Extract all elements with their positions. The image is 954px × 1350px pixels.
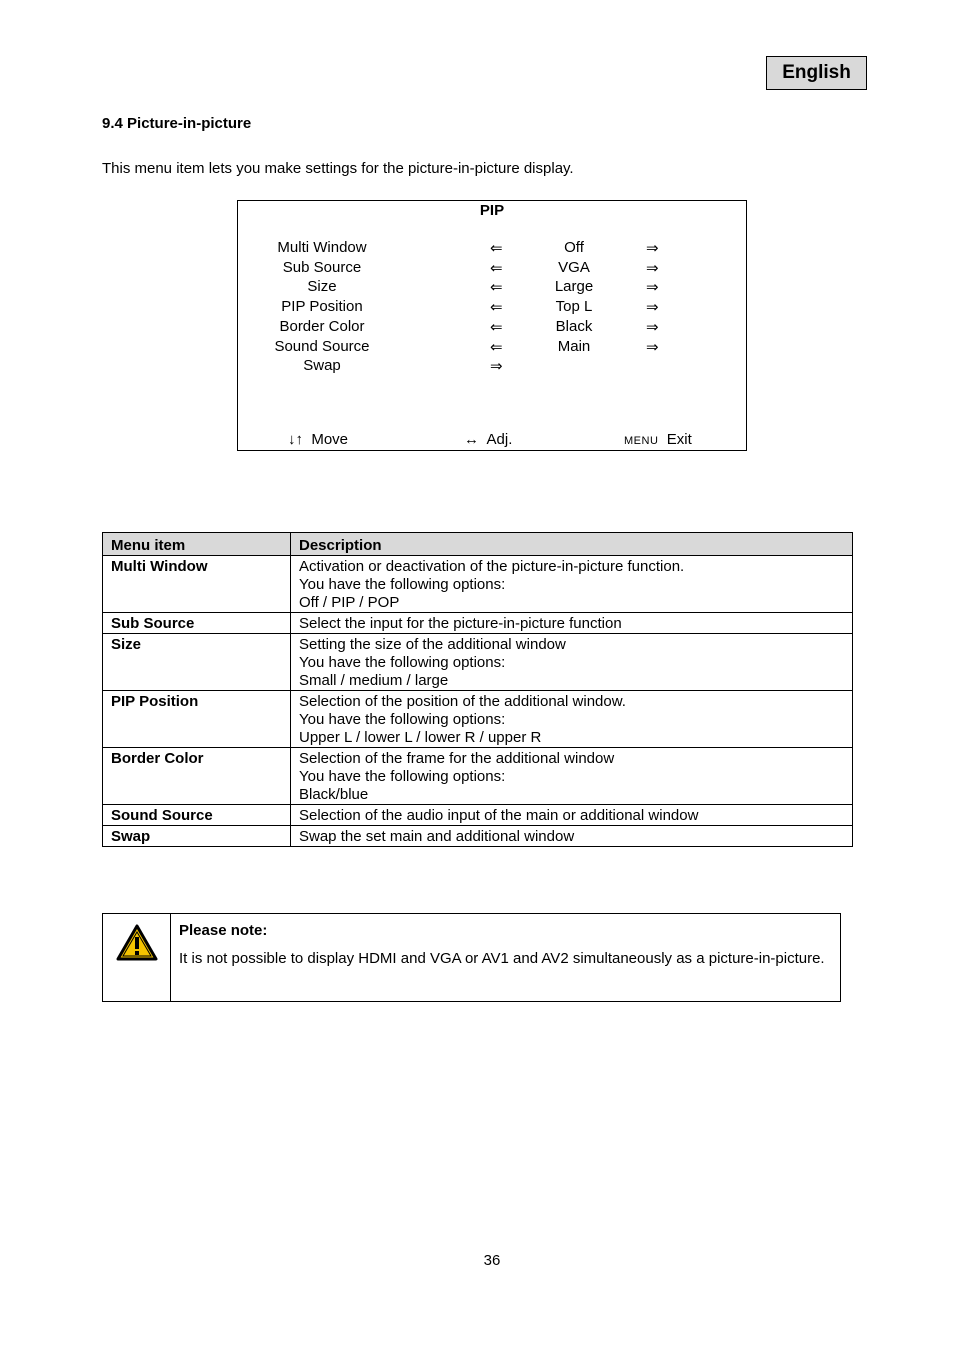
description-line: Upper L / lower L / lower R / upper R [299,729,542,746]
osd-row-label: PIP Position [281,298,363,316]
move-label: Move [311,431,349,448]
description-line: You have the following options: [299,576,506,593]
osd-row-label: Multi Window [277,239,367,256]
exit-hint [624,431,692,448]
table-row [103,748,853,805]
description-line: Selection of the frame for the additional window [299,750,615,767]
adjust-hint [464,431,512,448]
right-arrow-icon: ⇒ [646,299,659,317]
left-arrow-icon: ⇐ [490,318,503,336]
osd-row [238,357,746,377]
description-cell [291,613,853,634]
osd-row [238,259,746,279]
left-arrow-icon: ⇐ [490,338,503,356]
intro-text: This menu item lets you make settings for the picture-in-picture display. [102,160,574,177]
description-cell [291,691,853,748]
description-line: Small / medium / large [299,672,449,689]
note-body [171,914,840,1001]
osd-row-value: VGA [558,258,590,276]
page-number: 36 [483,1252,501,1269]
header-menu-item: Menu item [103,533,291,556]
table-row [103,613,853,634]
osd-title: PIP [479,202,505,219]
description-line: You have the following options: [299,654,506,671]
right-arrow-icon: ⇒ [646,318,659,336]
left-right-arrow-icon: ↔ [464,431,479,448]
osd-row-value: Main [557,337,591,355]
warning-triangle-icon [116,924,158,962]
menu-description-table [102,532,853,847]
description-cell [291,826,853,847]
note-title: Please note: [179,922,268,939]
osd-row [238,338,746,358]
note-text: It is not possible to display HDMI and VGA or AV1 and AV2 simultaneously as a picture-in-picture. [179,950,825,967]
right-arrow-icon: ⇒ [646,338,659,356]
description-cell [291,634,853,691]
pip-osd-menu [237,200,747,451]
osd-footer [238,431,746,451]
description-cell [291,556,853,613]
osd-row-label: Swap [303,357,341,375]
left-arrow-icon: ⇒ [490,358,503,376]
description-cell [291,805,853,826]
table-row [103,805,853,826]
menu-item-cell: Multi Window [103,556,291,613]
osd-row-label: Sound Source [274,337,370,355]
left-arrow-icon: ⇐ [490,259,503,277]
adjust-label: Adj. [486,431,513,448]
left-arrow-icon: ⇐ [490,299,503,317]
section-heading: 9.4 Picture-in-picture [102,115,252,132]
menu-key-label: MENU [624,435,659,447]
description-line: You have the following options: [299,711,506,728]
menu-item-cell: Border Color [103,748,291,805]
description-line: Selection of the audio input of the main or additional window [299,807,699,824]
osd-row-value: Off [564,239,584,256]
osd-row [238,298,746,318]
menu-item-cell: Sub Source [103,613,291,634]
right-arrow-icon: ⇒ [646,279,659,297]
note-icon-cell [103,914,171,1001]
osd-row-value: Large [554,278,594,296]
description-line: Off / PIP / POP [299,594,400,611]
left-arrow-icon: ⇐ [490,240,503,257]
table-row [103,691,853,748]
note-box [102,913,841,1002]
description-line: Select the input for the picture-in-picture function [299,615,622,632]
table-row [103,556,853,613]
up-down-arrow-icon: ↓↑ [288,431,303,448]
right-arrow-icon: ⇒ [646,259,659,277]
left-arrow-icon: ⇐ [490,279,503,297]
osd-row-label: Sub Source [282,258,362,276]
osd-row-label: Size [307,278,337,296]
exit-label: Exit [666,431,692,448]
description-line: Setting the size of the additional window [299,636,566,653]
header-description: Description [291,533,853,556]
menu-item-cell: Swap [103,826,291,847]
table-row [103,826,853,847]
description-line: Black/blue [299,786,369,803]
osd-row-value: Black [555,317,593,335]
language-badge: English [766,56,867,90]
description-line: Selection of the position of the additional window. [299,693,626,710]
move-hint [288,431,348,448]
description-line: You have the following options: [299,768,506,785]
osd-row [238,318,746,338]
description-line: Activation or deactivation of the picture-in-picture function. [299,558,685,575]
osd-row-value: Top L [555,298,593,316]
osd-row-label: Border Color [279,317,365,335]
osd-row [238,239,746,259]
osd-row [238,278,746,298]
right-arrow-icon: ⇒ [646,240,659,257]
menu-item-cell: Sound Source [103,805,291,826]
description-line: Swap the set main and additional window [299,828,575,845]
description-cell [291,748,853,805]
table-header-row [103,533,853,556]
menu-item-cell: Size [103,634,291,691]
menu-item-cell: PIP Position [103,691,291,748]
table-row [103,634,853,691]
